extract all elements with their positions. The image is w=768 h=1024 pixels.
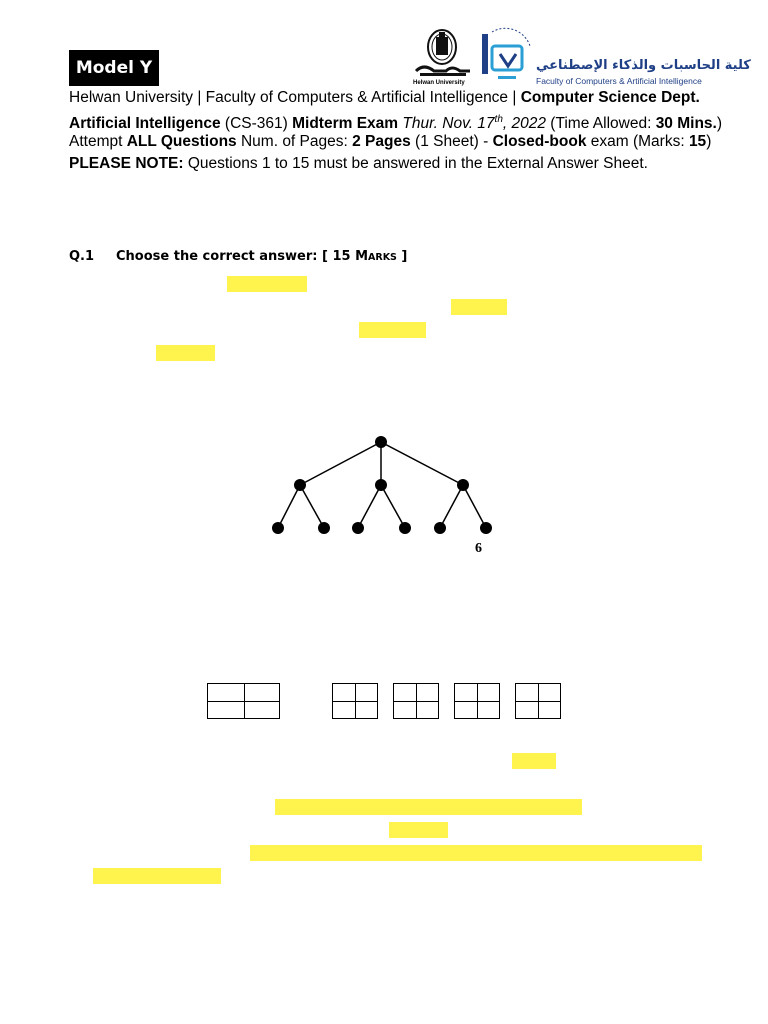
faculty-name-english: Faculty of Computers & Artificial Intelligence bbox=[536, 76, 702, 86]
university-text: Helwan University | Faculty of Computers & Artificial Intelligence | bbox=[69, 89, 521, 106]
answer-highlight-6 bbox=[275, 799, 582, 815]
answer-highlight-7 bbox=[389, 822, 448, 838]
all-questions: ALL Questions bbox=[126, 133, 237, 150]
header-line-1 bbox=[69, 87, 700, 109]
attempt-text: Attempt bbox=[69, 133, 127, 150]
answer-highlight-2 bbox=[451, 299, 507, 315]
answer-highlight-1 bbox=[227, 276, 307, 292]
question-title bbox=[69, 249, 407, 264]
sheet-count: (1 Sheet) - bbox=[410, 133, 493, 150]
exam-date: Thur. Nov. 17 bbox=[398, 115, 495, 133]
answer-highlight-8 bbox=[250, 845, 702, 861]
answer-highlight-3 bbox=[359, 322, 426, 338]
tree-leaf-node bbox=[399, 522, 411, 534]
model-label: Model Y bbox=[75, 58, 153, 78]
marks-value: 15 bbox=[688, 133, 707, 150]
time-close: ) bbox=[716, 115, 723, 133]
faculty-name-arabic: كلية الحاسبات والذكاء الإصطناعي bbox=[536, 58, 751, 73]
grid-box bbox=[332, 683, 378, 719]
grid-box bbox=[454, 683, 500, 719]
course-name: Artificial Intelligence bbox=[69, 115, 221, 133]
time-label: (Time Allowed: bbox=[546, 115, 656, 133]
answer-highlight-5 bbox=[512, 753, 556, 769]
exam-type: Midterm Exam bbox=[292, 115, 399, 133]
grid-box-large bbox=[207, 683, 280, 719]
question-number: Q.1 bbox=[69, 249, 95, 264]
question-text-smallcaps: ARKS bbox=[368, 252, 397, 263]
please-note-text: Questions 1 to 15 must be answered in the External Answer Sheet. bbox=[183, 155, 648, 172]
answer-highlight-4 bbox=[156, 345, 215, 361]
closed-book: Closed-book bbox=[492, 133, 587, 150]
tree-leaf-node bbox=[272, 522, 284, 534]
tree-leaf-node bbox=[480, 522, 492, 534]
marks-label: exam (Marks: bbox=[586, 133, 689, 150]
question-text-close: ] bbox=[396, 249, 408, 264]
tree-label: 6 bbox=[475, 541, 482, 556]
answer-highlight-9 bbox=[93, 868, 221, 884]
pages-label: Num. of Pages: bbox=[236, 133, 353, 150]
tree-node bbox=[375, 479, 387, 491]
department-text: Computer Science Dept. bbox=[520, 89, 700, 106]
tree-leaf-node bbox=[318, 522, 330, 534]
model-badge bbox=[69, 50, 159, 86]
tree-node bbox=[457, 479, 469, 491]
grid-box bbox=[515, 683, 561, 719]
date-suffix: th bbox=[494, 114, 503, 125]
faculty-logo bbox=[478, 26, 534, 88]
course-code: (CS-361) bbox=[220, 115, 293, 133]
header-line-3 bbox=[69, 131, 711, 153]
tree-leaf-node bbox=[352, 522, 364, 534]
tree-leaf-node bbox=[434, 522, 446, 534]
tree-diagram bbox=[260, 430, 500, 570]
grid-box bbox=[393, 683, 439, 719]
tree-root-node bbox=[375, 436, 387, 448]
time-allowed: 30 Mins. bbox=[655, 115, 717, 133]
please-note-label: PLEASE NOTE: bbox=[69, 155, 184, 172]
marks-close: ) bbox=[706, 133, 712, 150]
pages-count: 2 Pages bbox=[352, 133, 411, 150]
tree-node bbox=[294, 479, 306, 491]
question-text: Choose the correct answer: [ 15 M bbox=[116, 249, 369, 264]
header-line-4 bbox=[69, 153, 648, 175]
helwan-caption: Helwan University bbox=[413, 80, 465, 86]
exam-year: , 2022 bbox=[502, 115, 546, 133]
